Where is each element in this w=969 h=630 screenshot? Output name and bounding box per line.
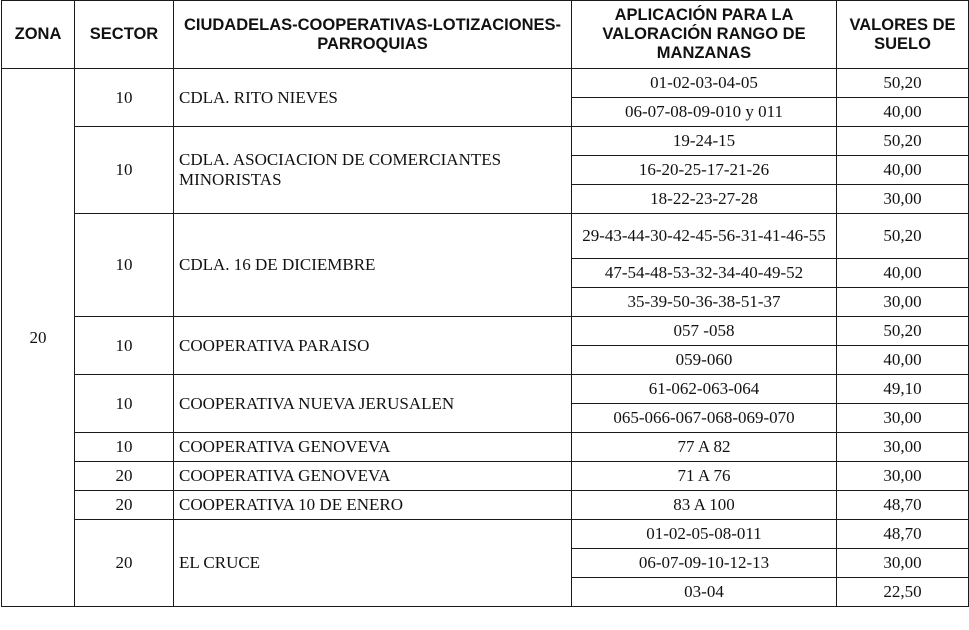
- valor-cell: 30,00: [837, 288, 969, 317]
- name-cell: CDLA. 16 DE DICIEMBRE: [174, 214, 572, 317]
- name-cell: COOPERATIVA NUEVA JERUSALEN: [174, 375, 572, 433]
- sector-cell: 10: [75, 214, 174, 317]
- sector-cell: 10: [75, 69, 174, 127]
- rango-cell: 06-07-09-10-12-13: [572, 549, 837, 578]
- table-row: [2, 127, 969, 156]
- sector-cell: 20: [75, 462, 174, 491]
- name-cell: CDLA. RITO NIEVES: [174, 69, 572, 127]
- valor-cell: 22,50: [837, 578, 969, 607]
- valor-cell: 30,00: [837, 462, 969, 491]
- valor-cell: 50,20: [837, 214, 969, 259]
- name-cell: COOPERATIVA GENOVEVA: [174, 433, 572, 462]
- valor-cell: 50,20: [837, 69, 969, 98]
- name-cell: COOPERATIVA GENOVEVA: [174, 462, 572, 491]
- valor-cell: 50,20: [837, 317, 969, 346]
- header-rango: APLICACIÓN PARA LA VALORACIÓN RANGO DE MANZANAS: [572, 1, 837, 69]
- rango-cell: 057 -058: [572, 317, 837, 346]
- valor-cell: 40,00: [837, 98, 969, 127]
- sector-cell: 10: [75, 127, 174, 214]
- table-row: [2, 462, 969, 491]
- name-cell: CDLA. ASOCIACION DE COMERCIANTES MINORISTAS: [174, 127, 572, 214]
- valor-cell: 48,70: [837, 520, 969, 549]
- rango-cell: 77 A 82: [572, 433, 837, 462]
- header-valor: VALORES DE SUELO: [837, 1, 969, 69]
- rango-cell: 61-062-063-064: [572, 375, 837, 404]
- rango-cell: 18-22-23-27-28: [572, 185, 837, 214]
- table-row: [2, 317, 969, 346]
- land-values-table: [1, 0, 969, 607]
- zona-cell: 20: [2, 69, 75, 607]
- rango-cell: 065-066-067-068-069-070: [572, 404, 837, 433]
- sector-cell: 20: [75, 491, 174, 520]
- rango-cell: 06-07-08-09-010 y 011: [572, 98, 837, 127]
- table-body: [2, 69, 969, 607]
- name-cell: COOPERATIVA 10 DE ENERO: [174, 491, 572, 520]
- name-cell: COOPERATIVA PARAISO: [174, 317, 572, 375]
- rango-cell: 01-02-03-04-05: [572, 69, 837, 98]
- table-row: [2, 491, 969, 520]
- rango-cell: 83 A 100: [572, 491, 837, 520]
- rango-cell: 47-54-48-53-32-34-40-49-52: [572, 259, 837, 288]
- sector-cell: 10: [75, 317, 174, 375]
- name-cell: EL CRUCE: [174, 520, 572, 607]
- rango-cell: 01-02-05-08-011: [572, 520, 837, 549]
- valor-cell: 40,00: [837, 346, 969, 375]
- table-row: [2, 433, 969, 462]
- rango-cell: 16-20-25-17-21-26: [572, 156, 837, 185]
- table-row: [2, 520, 969, 549]
- rango-cell: 71 A 76: [572, 462, 837, 491]
- rango-cell: 059-060: [572, 346, 837, 375]
- rango-cell: 35-39-50-36-38-51-37: [572, 288, 837, 317]
- rango-cell: 03-04: [572, 578, 837, 607]
- valor-cell: 50,20: [837, 127, 969, 156]
- header-zona: ZONA: [2, 1, 75, 69]
- valor-cell: 30,00: [837, 404, 969, 433]
- valor-cell: 30,00: [837, 549, 969, 578]
- header-name: CIUDADELAS-COOPERATIVAS-LOTIZACIONES-PARROQUIAS: [174, 1, 572, 69]
- valor-cell: 30,00: [837, 185, 969, 214]
- header-sector: SECTOR: [75, 1, 174, 69]
- sector-cell: 10: [75, 433, 174, 462]
- rango-cell: 19-24-15: [572, 127, 837, 156]
- sector-cell: 20: [75, 520, 174, 607]
- table-row: [2, 375, 969, 404]
- table-row: [2, 214, 969, 259]
- rango-cell: 29-43-44-30-42-45-56-31-41-46-55: [572, 214, 837, 259]
- valor-cell: 40,00: [837, 259, 969, 288]
- header-row: [2, 1, 969, 69]
- valor-cell: 40,00: [837, 156, 969, 185]
- valor-cell: 30,00: [837, 433, 969, 462]
- sector-cell: 10: [75, 375, 174, 433]
- table-row: [2, 69, 969, 98]
- valor-cell: 49,10: [837, 375, 969, 404]
- valor-cell: 48,70: [837, 491, 969, 520]
